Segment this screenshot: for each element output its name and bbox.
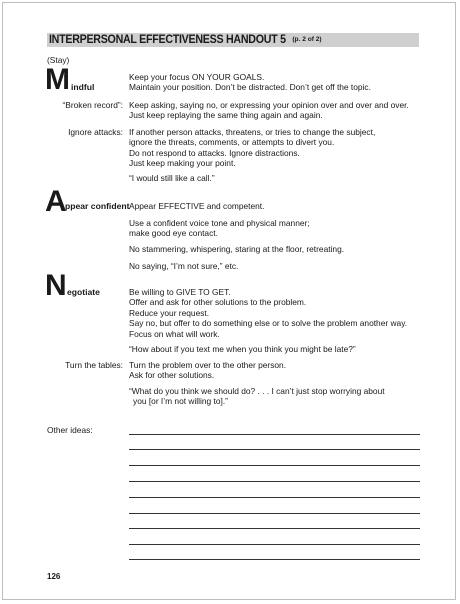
ignore-attacks-line: If another person attacks, threatens, or tries to change the subject,: [129, 127, 376, 137]
ignore-attacks-quote: “I would still like a call.”: [129, 173, 215, 183]
negotiate-line: Offer and ask for other solutions to the problem.: [129, 297, 307, 308]
negotiate-line: Reduce your request.: [129, 307, 210, 318]
other-ideas-label: Other ideas:: [47, 425, 93, 435]
turn-tables-quote: [129, 386, 385, 407]
negotiate-word: egotiate: [67, 287, 100, 297]
broken-record-line: Just keep replaying the same thing again and again.: [129, 110, 323, 121]
mindful-word: indful: [71, 82, 95, 92]
appear-line: make good eye contact.: [129, 228, 218, 239]
write-in-line[interactable]: [129, 449, 420, 450]
handout-header: [47, 33, 419, 47]
broken-record-line: Keep asking, saying no, or expressing your opinion over and over and over.: [129, 100, 409, 110]
write-in-line[interactable]: [129, 434, 420, 435]
turn-tables-quote-line: you [or I’m not willing to].”: [133, 396, 228, 407]
write-in-line[interactable]: [129, 544, 420, 545]
write-in-line[interactable]: [129, 559, 420, 560]
page-note: (p. 2 of 2): [292, 35, 322, 43]
write-in-line[interactable]: [129, 465, 420, 466]
page-number: 126: [47, 572, 61, 581]
appear-initial: A: [45, 185, 66, 218]
turn-tables-text: [129, 360, 286, 381]
turn-tables-line: Ask for other solutions.: [129, 370, 215, 381]
write-in-line[interactable]: [129, 513, 420, 514]
ignore-attacks-line: Do not respond to attacks. Ignore distractions.: [129, 147, 300, 158]
mindful-line: Keep your focus ON YOUR GOALS.: [129, 72, 265, 82]
broken-record-label: “Broken record”:: [62, 100, 123, 110]
appear-word: ppear confident: [65, 201, 130, 211]
turn-tables-label: Turn the tables:: [65, 360, 123, 370]
negotiate-line: Be willing to GIVE TO GET.: [129, 287, 231, 297]
appear-line: Use a confident voice tone and physical manner;: [129, 218, 310, 228]
negotiate-initial: N: [45, 269, 66, 302]
appear-line-3: No stammering, whispering, staring at the floor, retreating.: [129, 244, 345, 254]
negotiate-line: Say no, but offer to do something else or to solve the problem another way.: [129, 318, 408, 329]
mindful-text: [129, 72, 371, 93]
ignore-attacks-line: ignore the threats, comments, or attempts to divert you.: [129, 137, 335, 148]
turn-tables-quote-line: “What do you think we should do? . . . I can’t just stop worrying about: [129, 386, 385, 396]
write-in-line[interactable]: [129, 481, 420, 482]
negotiate-quote: “How about if you text me when you think you might be late?”: [129, 344, 356, 354]
ignore-attacks-line: Just keep making your point.: [129, 158, 236, 169]
handout-page: [2, 2, 456, 600]
stay-label: (Stay): [47, 55, 70, 65]
write-in-line[interactable]: [129, 497, 420, 498]
ignore-attacks-label: Ignore attacks:: [68, 127, 123, 137]
negotiate-text: [129, 287, 407, 339]
mindful-line: Maintain your position. Don’t be distracted. Don’t get off the topic.: [129, 82, 371, 93]
appear-line-1: Appear EFFECTIVE and competent.: [129, 201, 265, 211]
ignore-attacks-text: [129, 127, 375, 169]
mindful-initial: M: [45, 63, 69, 96]
appear-line-4: No saying, “I’m not sure,” etc.: [129, 261, 239, 271]
broken-record-text: [129, 100, 409, 121]
handout-title: INTERPERSONAL EFFECTIVENESS HANDOUT 5: [49, 32, 286, 46]
turn-tables-line: Turn the problem over to the other person.: [129, 360, 287, 370]
write-in-line[interactable]: [129, 528, 420, 529]
appear-block-2: [129, 218, 310, 239]
negotiate-line: Focus on what will work.: [129, 328, 220, 339]
